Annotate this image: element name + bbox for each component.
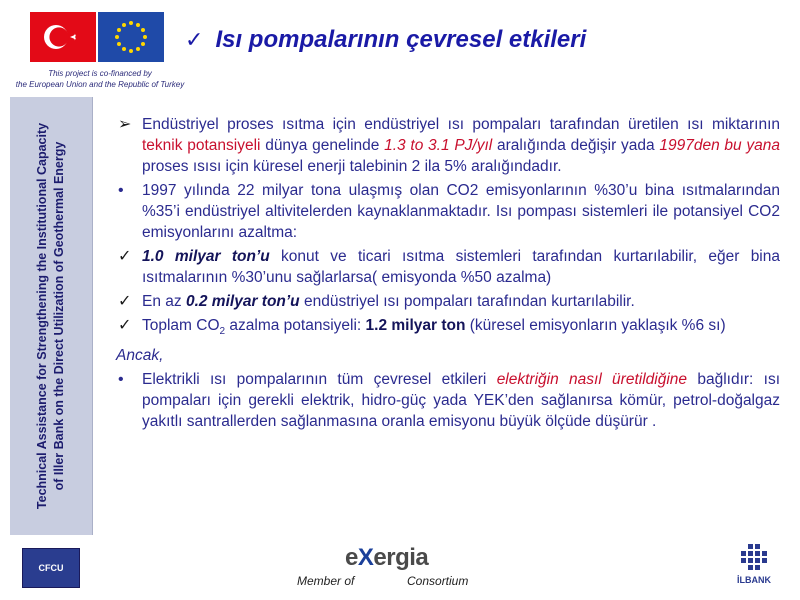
highlight-text: 1.3 to 3.1 PJ/yıl [384, 137, 493, 154]
bullet-text: Elektrikli ısı pompalarının tüm çevresel etkileri [142, 371, 497, 389]
bullet-item [116, 180, 780, 243]
dot-bullet-icon: • [118, 182, 124, 199]
bullet-item [116, 315, 780, 342]
bullet-text: proses ısısı için küresel enerji talebinin 2 ila 5% aralığındadır. [142, 158, 562, 175]
bullet-item [116, 291, 780, 312]
check-bullet-icon: ✓ [118, 317, 132, 334]
eu-flag-icon [98, 12, 164, 62]
exergia-logo-text: ergia [373, 544, 429, 571]
ilbank-logo-text: İLBANK [737, 575, 771, 585]
ilbank-logo [728, 542, 780, 588]
exergia-logo-x: X [357, 544, 374, 571]
slide-content [116, 114, 780, 435]
cofinance-line-1: This project is co-financed by [48, 69, 152, 78]
dot-bullet-icon: • [118, 371, 124, 389]
bullet-text: azalma potansiyeli: [225, 317, 366, 334]
check-bullet-icon: ✓ [118, 248, 132, 265]
cfcu-logo-text: CFCU [38, 563, 64, 573]
bullet-item [116, 114, 780, 177]
bullet-text: 1997 yılında 22 milyar tona ulaşmış olan CO2 emisyonlarının %30’u bina ısıtmalarından %35’i endüstriyel altivitelerden kaynaklanmaktadır. Isı pompası sistemleri ile potansiyel CO2 emisyonlarını azaltma: [142, 182, 780, 241]
exergia-logo [345, 544, 428, 572]
bold-text: 1.2 milyar ton [365, 317, 466, 334]
cofinance-note [0, 68, 200, 90]
bold-text: 1.0 milyar ton’u [142, 248, 270, 265]
turkey-flag-icon [30, 12, 96, 62]
ilbank-grid-icon [728, 542, 780, 574]
project-title-line-1: Technical Assistance for Strengthening the Institutional Capacity [35, 122, 49, 510]
bullet-text: dünya genelinde [260, 137, 385, 154]
left-sidebar-band [10, 97, 93, 535]
bullet-item [116, 246, 780, 288]
slide-title: Isı pompalarının çevresel etkileri [215, 26, 587, 53]
highlight-text: 1997den bu yana [659, 137, 781, 154]
checkmark-icon: ✓ [185, 27, 204, 52]
project-title-line-2: of Iller Bank on the Direct Utilization of Geothermal Energy [52, 141, 66, 491]
highlight-text: elektriğin nasıl üretildiğine [496, 371, 688, 389]
bullet-text: konut ve ticari ısıtma sistemleri tarafından kurtarılabilir, eğer bina ısıtmalarının %30’unu sağlarlarsa( emisyonda %50 azalma) [142, 248, 780, 286]
bold-text: 0.2 milyar ton’u [185, 293, 300, 310]
bullet-text: bağlıdır: ısı pompaları için gerekli elektrik, hidro-güç yada YEK’den sağlanırsa kömür, petrol-doğalgaz yakıtlı santrallerden sağlanmasına oranla emisyonu büyük ölçüde düşürür . [142, 371, 781, 431]
bullet-text: (küresel emisyonların yaklaşık %6 sı) [465, 317, 726, 334]
exergia-logo-text: e [345, 544, 358, 571]
project-title-vertical [34, 106, 68, 526]
consortium-label: Consortium [407, 574, 469, 588]
bullet-item [116, 369, 780, 432]
highlight-text: teknik potansiyeli [142, 137, 261, 154]
bullet-text: Endüstriyel proses ısıtma için endüstriyel ısı pompaları tarafından üretilen ısı miktarının [142, 116, 780, 133]
bullet-text: aralığında değişir yada [492, 137, 660, 154]
arrow-bullet-icon: ➢ [118, 116, 132, 133]
ancak-label: Ancak, [116, 347, 164, 365]
bullet-text: endüstriyel ısı pompaları tarafından kurtarılabilir. [299, 293, 635, 310]
bullet-text: Toplam CO [142, 317, 220, 334]
bullet-text: En az [142, 293, 186, 310]
slide-header [185, 20, 785, 60]
cofinance-line-2: the European Union and the Republic of Turkey [15, 80, 185, 89]
cfcu-logo [22, 548, 80, 588]
subscript-text: 2 [219, 326, 226, 338]
member-of-label: Member of [297, 574, 355, 588]
check-bullet-icon: ✓ [118, 293, 132, 310]
